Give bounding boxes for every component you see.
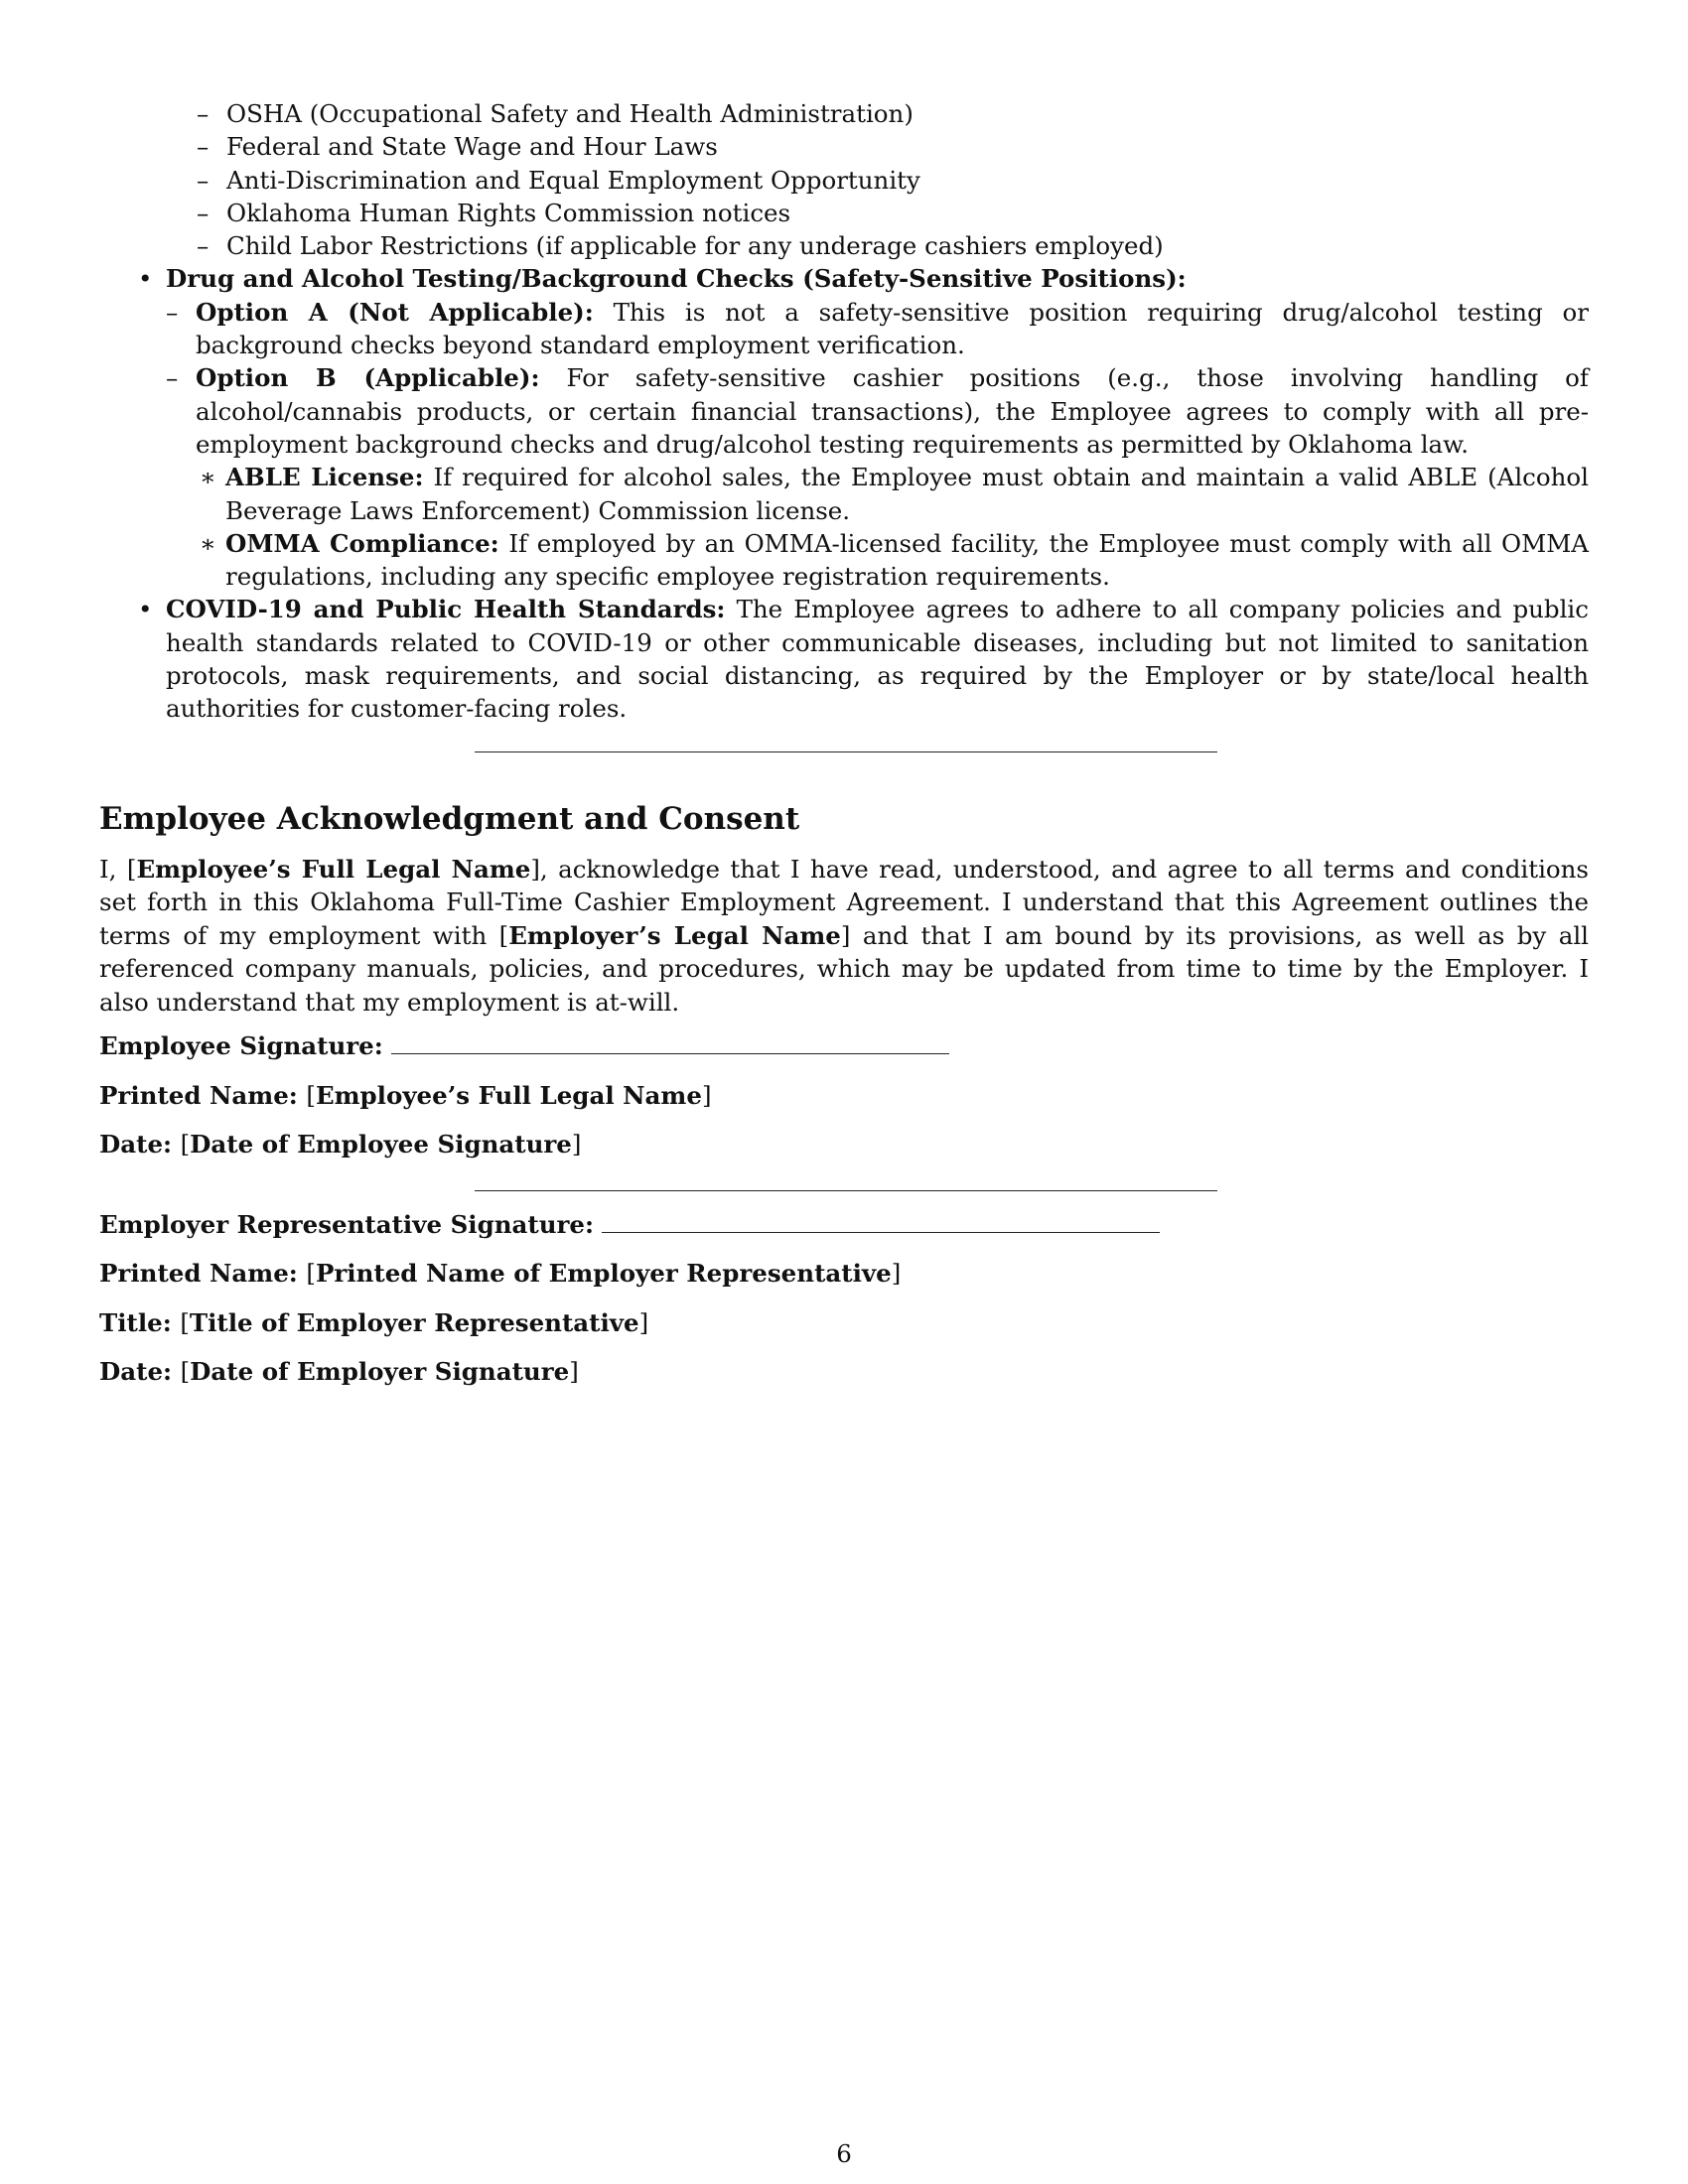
employer-signature-line: [99, 1207, 1589, 1243]
employee-printed-name-value: Employee’s Full Legal Name: [315, 1080, 702, 1110]
list-item: – OSHA (Occupational Safety and Health Administration): [197, 97, 1589, 130]
employer-name-placeholder: Employer’s Legal Name: [508, 920, 841, 950]
employee-printed-name-line: [99, 1078, 1589, 1114]
policy-bullet-list: [99, 262, 1589, 725]
list-item: – Child Labor Restrictions (if applicable for any underage cashiers employed): [197, 229, 1589, 262]
bracket-open: [: [180, 1307, 190, 1337]
drug-testing-options: [166, 296, 1589, 594]
acknowledgment-title: Employee Acknowledgment and Consent: [99, 800, 800, 837]
employee-signature-label: Employee Signature:: [99, 1031, 383, 1061]
employer-printed-name-value: Printed Name of Employer Representative: [315, 1259, 892, 1289]
document-page: [99, 97, 1589, 1390]
employer-signature-label: Employer Representative Signature:: [99, 1209, 595, 1239]
covid-text: The Employee agrees to adhere to all company policies and public health standards related to COVID-19 or other communicable diseases, including but not limited to sanitation protocols, mask requirements, and social distancing, as required by the Employer or by state/local health authorities for customer-facing roles.: [166, 595, 1589, 724]
able-license-label: ABLE License:: [225, 463, 424, 492]
employer-date-label: Date:: [99, 1357, 173, 1387]
option-a-label: Option A (Not Applicable):: [196, 297, 594, 327]
employer-title-value: Title of Employer Representative: [189, 1307, 639, 1337]
employer-title-label: Title:: [99, 1307, 172, 1337]
option-a-text: This is not a safety-sensitive position requiring drug/alcohol testing or background checks beyond standard employment verification.: [196, 297, 1589, 360]
employer-signature-field[interactable]: [602, 1212, 1160, 1233]
option-b-label: Option B (Applicable):: [196, 363, 540, 393]
list-item: – Federal and State Wage and Hour Laws: [197, 130, 1589, 163]
bracket-close: ]: [891, 1259, 902, 1289]
drug-testing-item: [136, 262, 1589, 593]
employer-date-line: [99, 1354, 1589, 1390]
employer-printed-name-label: Printed Name:: [99, 1259, 298, 1289]
option-a-item: [166, 296, 1589, 362]
ack-text-2: ], acknowledge that I have read, understood, and agree to all terms and conditions set forth in this Oklahoma Full-Time Cashier Employment Agreement. I understand that this Agreement outlines the terms of my employment with [: [99, 854, 1590, 950]
bracket-open: [: [306, 1259, 316, 1289]
employee-date-value: Date of Employee Signature: [190, 1130, 572, 1160]
page-number: 6: [836, 2139, 852, 2168]
employee-signature-line: [99, 1028, 1589, 1064]
compliance-notices-list: [99, 97, 1589, 262]
bracket-close: ]: [569, 1357, 579, 1387]
bracket-open: [: [306, 1080, 316, 1110]
section-divider: [475, 751, 1217, 752]
bracket-close: ]: [701, 1080, 712, 1110]
bracket-open: [: [180, 1357, 191, 1387]
employer-printed-name-line: [99, 1256, 1589, 1292]
list-item: – Anti-Discrimination and Equal Employment Opportunity: [197, 164, 1589, 197]
omma-compliance-label: OMMA Compliance:: [225, 528, 499, 558]
signature-divider: [475, 1190, 1217, 1191]
covid-label: COVID-19 and Public Health Standards:: [166, 595, 726, 624]
employee-date-line: [99, 1127, 1589, 1162]
acknowledgment-paragraph: [99, 853, 1589, 1020]
employee-date-label: Date:: [99, 1130, 173, 1160]
option-b-item: [166, 361, 1589, 593]
bracket-open: [: [180, 1130, 191, 1160]
ack-text-1: I, [: [99, 854, 137, 884]
employer-title-line: [99, 1305, 1589, 1341]
omma-compliance-text: If employed by an OMMA-licensed facility, the Employee must comply with all OMMA regulations, including any specific employee registration requirements.: [225, 528, 1589, 592]
employee-name-placeholder: Employee’s Full Legal Name: [136, 854, 531, 884]
list-item: – Oklahoma Human Rights Commission notices: [197, 197, 1589, 229]
bracket-close: ]: [571, 1130, 582, 1160]
omma-compliance-item: [196, 527, 1589, 594]
employee-printed-name-label: Printed Name:: [99, 1080, 298, 1110]
option-b-text: For safety-sensitive cashier positions (e.g., those involving handling of alcohol/cannabis products, or certain financial transactions), the Employee agrees to comply with all pre-employment background checks and drug/alcohol testing requirements as permitted by Oklahoma law.: [196, 363, 1590, 459]
drug-testing-heading: Drug and Alcohol Testing/Background Checks (Safety-Sensitive Positions):: [166, 264, 1187, 294]
able-license-text: If required for alcohol sales, the Employee must obtain and maintain a valid ABLE (Alcohol Beverage Laws Enforcement) Commission license.: [225, 463, 1589, 525]
ack-text-3: ] and that I am bound by its provisions, as well as by all referenced company manuals, policies, and procedures, which may be updated from time to time by the Employer. I also understand that my employment is at-will.: [99, 920, 1590, 1017]
able-license-item: [196, 461, 1589, 527]
employer-date-value: Date of Employer Signature: [190, 1357, 570, 1387]
employee-signature-field[interactable]: [391, 1033, 949, 1054]
covid-item: [136, 593, 1589, 725]
bracket-close: ]: [638, 1307, 649, 1337]
option-b-sub-list: [196, 461, 1589, 593]
